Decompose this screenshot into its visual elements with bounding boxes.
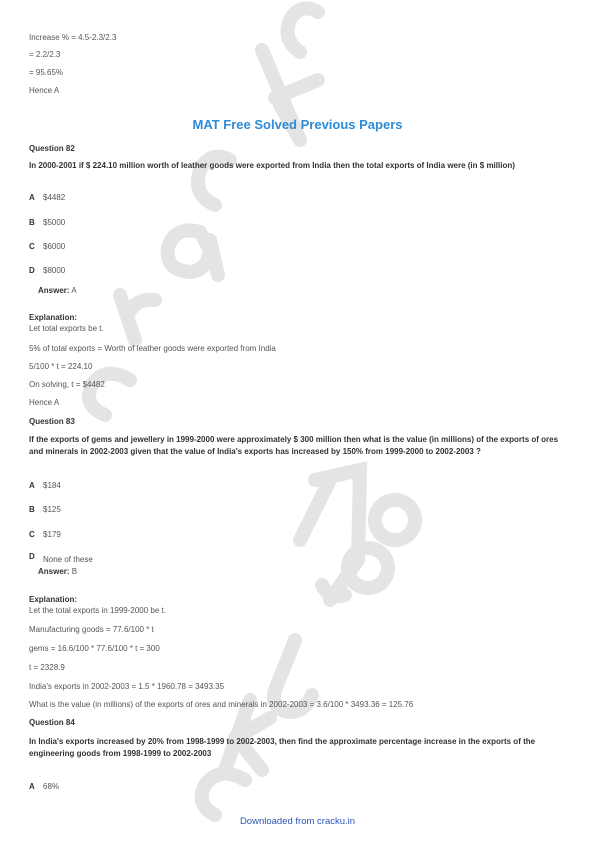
explanation-line: gems = 16.6/100 * 77.6/100 * t = 300 bbox=[29, 644, 160, 653]
q82-option-c[interactable] bbox=[29, 242, 65, 252]
question-82-label: Question 82 bbox=[29, 144, 75, 153]
explanation-line: 5/100 * t = 224.10 bbox=[29, 362, 93, 371]
option-letter: B bbox=[29, 218, 35, 227]
explanation-line: Let total exports be t. bbox=[29, 324, 104, 333]
q84-option-a[interactable] bbox=[29, 782, 59, 792]
option-text: $184 bbox=[43, 481, 61, 490]
q83-option-d[interactable] bbox=[29, 552, 93, 562]
q82-answer bbox=[38, 286, 77, 296]
option-text: None of these bbox=[43, 555, 93, 564]
q82-option-d[interactable] bbox=[29, 266, 65, 276]
solution-line: = 95.65% bbox=[29, 68, 64, 77]
q82-explanation-label: Explanation: bbox=[29, 313, 78, 322]
option-letter: D bbox=[29, 266, 35, 275]
solution-line: = 2.2/2.3 bbox=[29, 50, 61, 59]
option-letter: B bbox=[29, 505, 35, 514]
answer-label: Answer: bbox=[38, 567, 70, 576]
question-83-label: Question 83 bbox=[29, 417, 75, 426]
explanation-line: Manufacturing goods = 77.6/100 * t bbox=[29, 625, 154, 634]
explanation-line: On solving, t = $4482 bbox=[29, 380, 105, 389]
question-83-text: If the exports of gems and jewellery in 1999-2000 were approximately $ 300 million then what is the value (in millions) of the exports of ores and minerals in 2002-2003 given that the value of India's exports has increased by 150% from 1999-2000 to 2002-2003 ? bbox=[29, 435, 559, 456]
option-text: $4482 bbox=[43, 193, 66, 202]
explanation-line: t = 2328.9 bbox=[29, 663, 65, 672]
explanation-line: India's exports in 2002-2003 = 1.5 * 1960.78 = 3493.35 bbox=[29, 682, 225, 691]
option-letter: A bbox=[29, 782, 35, 791]
explanation-line: Let the total exports in 1999-2000 be t. bbox=[29, 606, 166, 615]
q82-option-a[interactable] bbox=[29, 193, 65, 203]
option-text: $5000 bbox=[43, 218, 66, 227]
q83-option-c[interactable] bbox=[29, 530, 61, 540]
option-letter: C bbox=[29, 530, 35, 539]
question-84-label: Question 84 bbox=[29, 718, 75, 727]
answer-value: B bbox=[71, 567, 78, 576]
option-text: $6000 bbox=[43, 242, 66, 251]
question-82-text: In 2000-2001 if $ 224.10 million worth of leather goods were exported from India then the total exports of India were (in $ million) bbox=[29, 161, 515, 170]
option-text: $179 bbox=[43, 530, 61, 539]
download-link[interactable]: Downloaded from cracku.in bbox=[239, 816, 356, 827]
answer-label: Answer: bbox=[38, 286, 70, 295]
answer-value: A bbox=[71, 286, 77, 295]
question-84-text: In India's exports increased by 20% from 1998-1999 to 2002-2003, then find the approximate percentage increase in the exports of the engineering goods from 1998-1999 to 2002-2003 bbox=[29, 737, 536, 758]
option-letter: A bbox=[29, 193, 35, 202]
q83-option-a[interactable] bbox=[29, 481, 61, 491]
explanation-line: What is the value (in millions) of the exports of ores and minerals in 2002-2003 = 3.6/100 * 3493.36 = 125.76 bbox=[29, 700, 414, 709]
option-text: $125 bbox=[43, 505, 61, 514]
option-letter: D bbox=[29, 552, 35, 561]
q83-answer bbox=[38, 567, 77, 577]
q82-option-b[interactable] bbox=[29, 218, 65, 228]
option-letter: C bbox=[29, 242, 35, 251]
explanation-line: Hence A bbox=[29, 398, 60, 407]
explanation-line: 5% of total exports = Worth of leather goods were exported from India bbox=[29, 344, 276, 353]
q83-option-b[interactable] bbox=[29, 505, 61, 515]
option-letter: A bbox=[29, 481, 35, 490]
q83-explanation-label: Explanation: bbox=[29, 595, 78, 604]
option-text: 68% bbox=[43, 782, 60, 791]
solution-line: Hence A bbox=[29, 86, 60, 95]
banner-title: MAT Free Solved Previous Papers bbox=[192, 117, 403, 132]
option-text: $8000 bbox=[43, 266, 66, 275]
solution-line: Increase % = 4.5-2.3/2.3 bbox=[29, 33, 117, 42]
